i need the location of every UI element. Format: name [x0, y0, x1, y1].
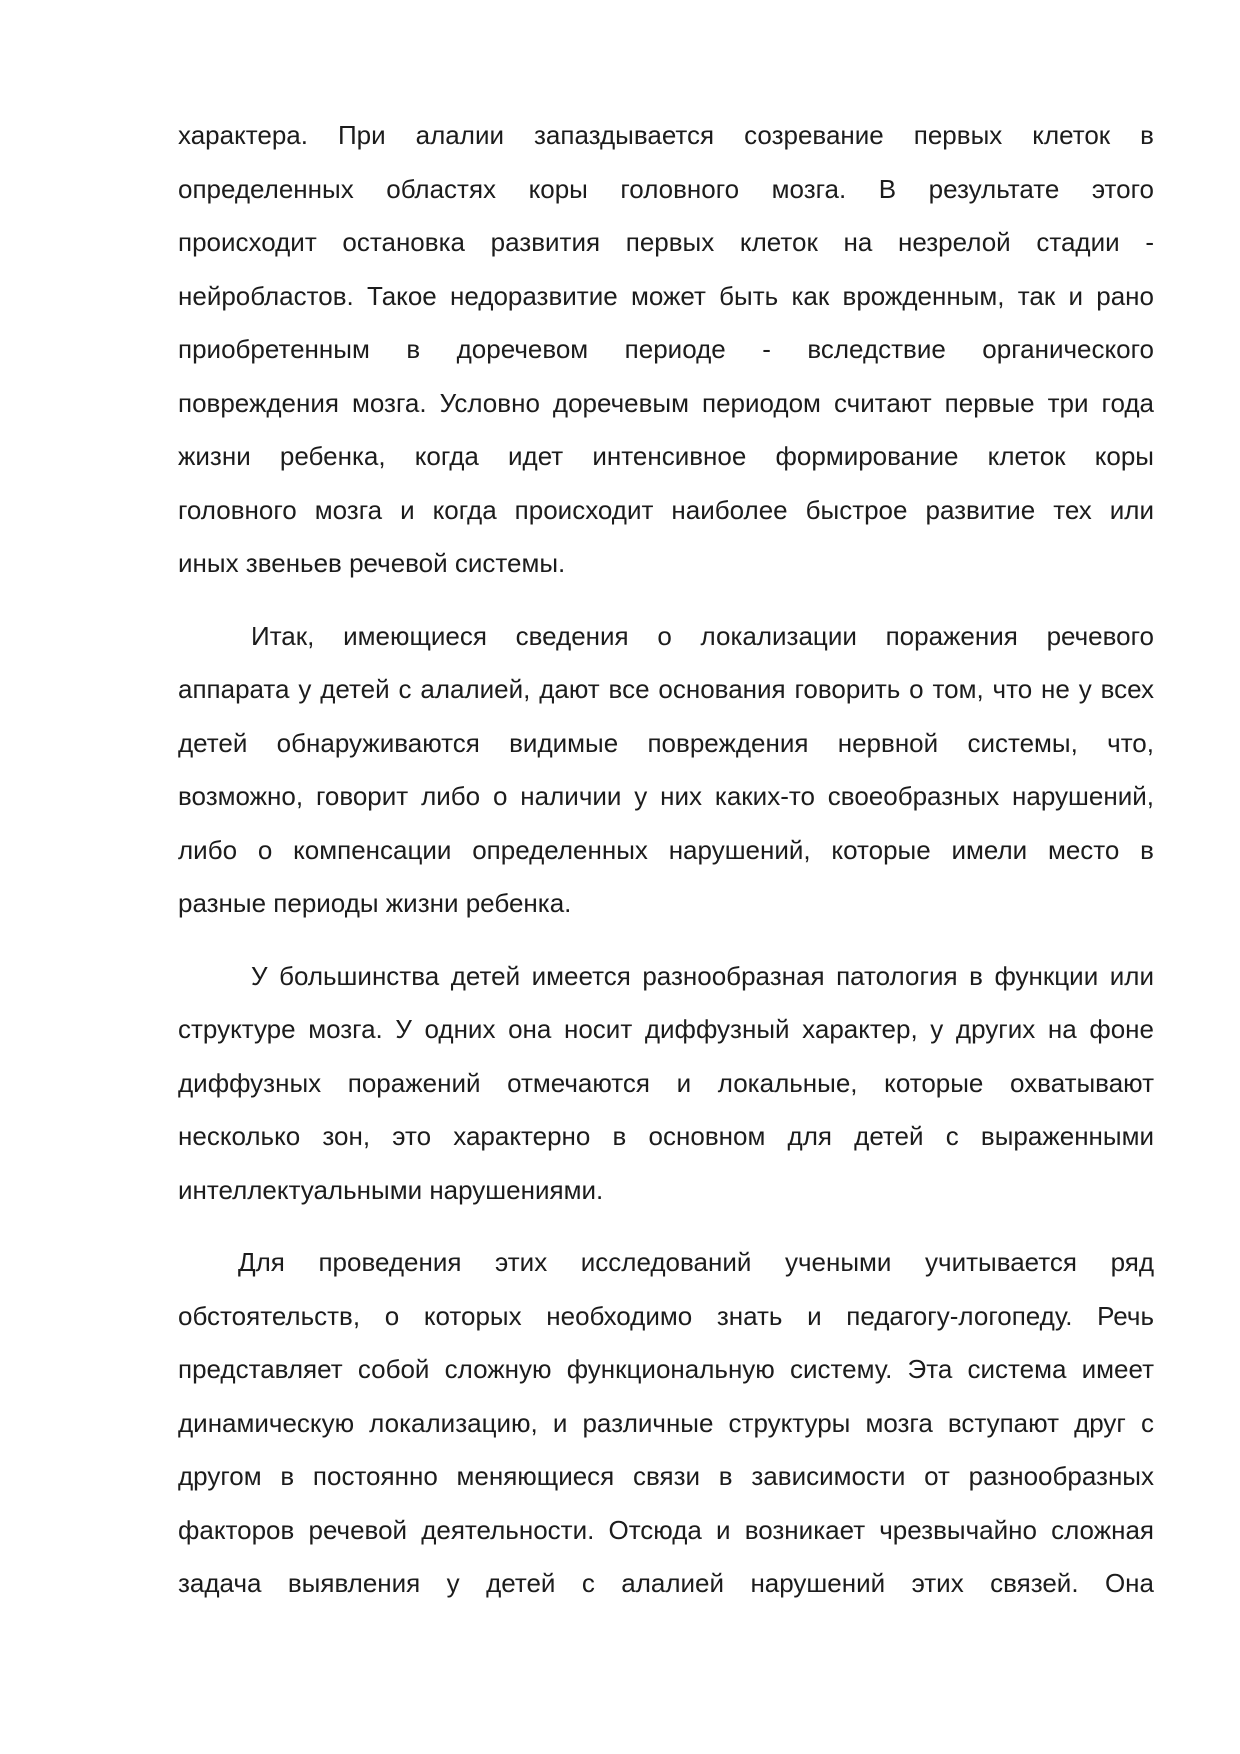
- text-line: другом в постоянно меняющиеся связи в зависимости от разнообразных: [178, 1461, 1154, 1491]
- text-line: определенных областях коры головного мозга. В результате этого: [178, 173, 1154, 204]
- document-page: [178, 109, 1154, 1611]
- text-line: нейробластов. Такое недоразвитие может быть как врожденным, так и рано: [178, 280, 1154, 311]
- text-line: Итак, имеющиеся сведения о локализации поражения речевого: [251, 620, 1154, 651]
- text-line: Для проведения этих исследований учеными учитывается ряд: [238, 1247, 1154, 1277]
- text-line: жизни ребенка, когда идет интенсивное формирование клеток коры: [178, 441, 1154, 471]
- paragraph-1: [178, 109, 1154, 591]
- paragraph-spacer: [178, 1217, 1154, 1236]
- text-line: либо о компенсации определенных нарушений, которые имели место в: [178, 834, 1154, 865]
- text-line: факторов речевой деятельности. Отсюда и возникает чрезвычайно сложная: [178, 1514, 1154, 1545]
- text-line: диффузных поражений отмечаются и локальные, которые охватывают: [178, 1067, 1154, 1098]
- text-line: разные периоды жизни ребенка.: [178, 888, 572, 918]
- paragraph-spacer: [178, 931, 1154, 950]
- paragraph-3: [178, 950, 1154, 1218]
- text-line: динамическую локализацию, и различные структуры мозга вступают друг с: [178, 1407, 1154, 1438]
- text-line: У большинства детей имеется разнообразная патология в функции или: [251, 960, 1154, 991]
- text-line: аппарата у детей с алалией, дают все основания говорить о том, что не у всех: [178, 674, 1154, 704]
- paragraph-2: [178, 610, 1154, 931]
- text-line: задача выявления у детей с алалией нарушений этих связей. Она: [178, 1568, 1154, 1598]
- text-line: повреждения мозга. Условно доречевым периодом считают первые три года: [178, 387, 1154, 418]
- text-line: интеллектуальными нарушениями.: [178, 1174, 604, 1205]
- text-line: происходит остановка развития первых клеток на незрелой стадии -: [178, 227, 1154, 257]
- paragraph-spacer: [178, 591, 1154, 610]
- text-line: головного мозга и когда происходит наиболее быстрое развитие тех или: [178, 494, 1154, 525]
- text-line: структуре мозга. У одних она носит диффузный характер, у других на фоне: [178, 1014, 1154, 1044]
- text-line: приобретенным в доречевом периоде - вследствие органического: [178, 334, 1154, 364]
- text-line: детей обнаруживаются видимые повреждения нервной системы, что,: [178, 727, 1154, 758]
- text-line: несколько зон, это характерно в основном для детей с выраженными: [178, 1121, 1154, 1151]
- text-line: возможно, говорит либо о наличии у них каких-то своеобразных нарушений,: [178, 781, 1154, 811]
- text-line: представляет собой сложную функциональную систему. Эта система имеет: [178, 1354, 1154, 1384]
- text-line: обстоятельств, о которых необходимо знать и педагогу-логопеду. Речь: [178, 1300, 1154, 1331]
- paragraph-4: [178, 1236, 1154, 1611]
- text-line: характера. При алалии запаздывается созревание первых клеток в: [178, 120, 1154, 150]
- text-line: иных звеньев речевой системы.: [178, 548, 566, 578]
